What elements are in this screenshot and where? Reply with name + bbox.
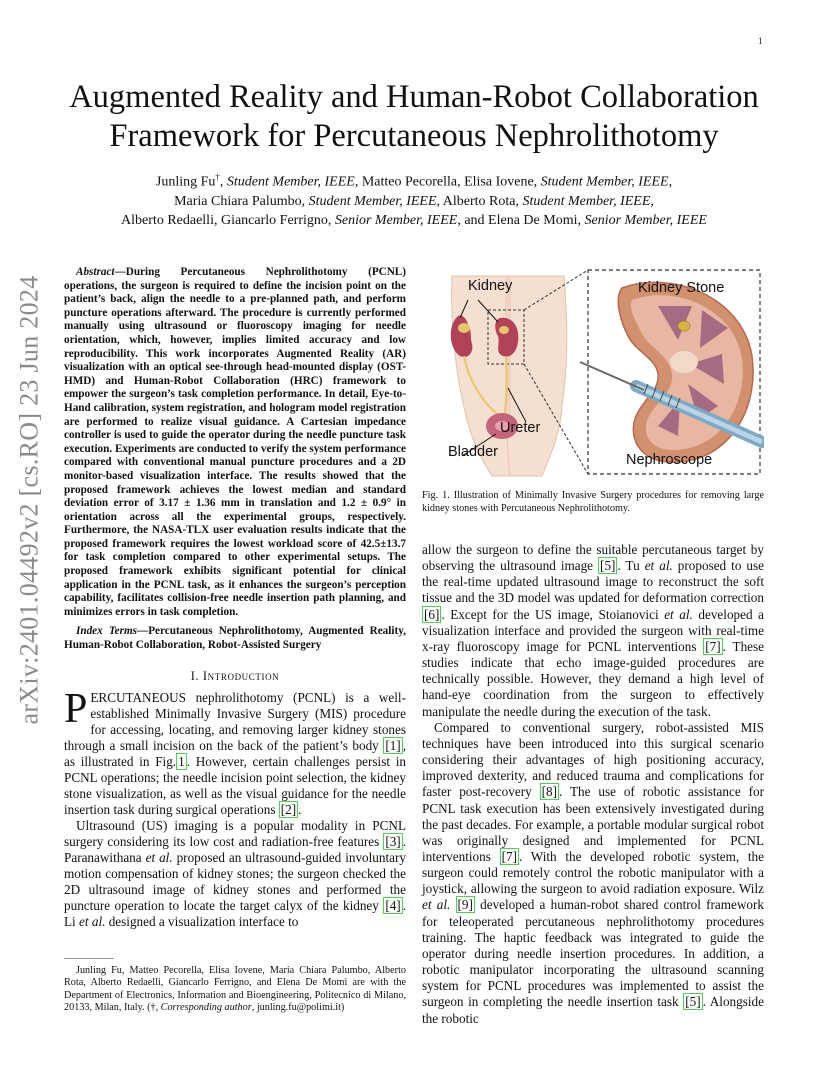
arxiv-id: arXiv:2401.04492v2 [cs.RO] 23 Jun 2024 xyxy=(15,275,45,725)
title-line-2: Framework for Percutaneous Nephrolithotomy xyxy=(109,118,719,154)
author-names: Matteo Pecorella, Elisa Iovene, xyxy=(358,174,541,190)
author-line-1 xyxy=(60,168,768,192)
right-column xyxy=(422,266,764,515)
index-terms xyxy=(64,625,406,652)
text-span: proposed an ultrasound-guided involuntary motion compensation of kidney stones; the surgeon checked the 2D ultrasound image of kidney stones and performed the puncture operation to locate the target calyx of the kidney xyxy=(64,850,406,914)
intro-paragraph-2 xyxy=(64,818,406,930)
right-paragraph-2 xyxy=(422,720,764,1027)
intro-caps: ERCUTANEOUS xyxy=(90,689,187,705)
text-span: nephrolithotomy (PCNL) is a well-established Minimally Invasive Surgery (MIS) procedure for accessing, locating, and removing larger kidney stones through a small incision on the back of the patient’s body xyxy=(64,689,406,753)
index-terms-label: Index Terms xyxy=(76,625,138,638)
member-status: Student Member, IEEE, xyxy=(226,174,359,190)
member-status: Student Member, IEEE xyxy=(308,193,437,209)
text-span: designed a visualization interface to xyxy=(105,914,299,930)
right-column-text xyxy=(422,542,764,1027)
citation-link[interactable]: [9] xyxy=(457,897,473,913)
citation-link[interactable]: [5] xyxy=(685,994,701,1010)
label-bladder: Bladder xyxy=(448,444,498,460)
abstract-label: Abstract xyxy=(76,266,115,278)
et-al: et al. xyxy=(422,897,451,913)
text-span: . The use of robotic assistance for PCNL task execution has been extensively investigated during the past decades. For example, a portable modular surgical robot was originally designed and implemented for PCNL interventions xyxy=(422,784,764,864)
author-name: , and Elena De Momi, xyxy=(457,212,585,228)
footnote-rule xyxy=(64,958,114,959)
paper-title xyxy=(60,78,768,156)
text-span: developed a human-robot shared control framework for teleoperated percutaneous nephrolithotomy procedures training. The haptic feedback was integrated to guide the operator during needle insertion procedures. In addition, a robotic manipulator incorporating the ultrasound scanning system for PCNL procedures was implemented to assist the surgeon in completing the needle insertion task xyxy=(422,897,764,1010)
text-span: , as illustrated in Fig. xyxy=(64,737,406,769)
title-line-1: Augmented Reality and Human-Robot Collaboration xyxy=(69,79,759,115)
author-name: , Alberto Rota, xyxy=(436,193,523,209)
author-names: Alberto Redaelli, Giancarlo Ferrigno, xyxy=(121,212,335,228)
section-heading xyxy=(64,669,406,684)
citation-link[interactable]: [6] xyxy=(424,606,440,622)
et-al: et al. xyxy=(145,850,173,866)
figure-link[interactable]: 1 xyxy=(178,753,185,769)
intro-paragraph-1 xyxy=(64,685,406,818)
member-status: Senior Member, IEEE xyxy=(584,212,707,228)
section-number: I. xyxy=(190,668,203,683)
author-line-3 xyxy=(60,211,768,230)
right-paragraph-1 xyxy=(422,542,764,720)
citation-link[interactable]: [7] xyxy=(501,848,517,864)
dagger-mark: † xyxy=(215,172,220,182)
left-column xyxy=(64,266,406,930)
citation-link[interactable]: [1] xyxy=(385,737,401,753)
citation-link[interactable]: [4] xyxy=(385,898,401,914)
et-al: et al. xyxy=(644,558,673,574)
text-span: . However, certain challenges persist in PCNL operations; the needle incision point selection, the kidney stone visualization, as well as the visual guidance for the needle insertion task during surgical operations xyxy=(64,753,406,817)
text-span: . Li xyxy=(64,898,406,930)
et-al: et al. xyxy=(664,606,693,622)
figure-caption: Fig. 1. Illustration of Minimally Invasive Surgery procedures for removing large kidney stones with Percutaneous Nephrolithotomy. xyxy=(422,490,764,514)
label-nephroscope: Nephroscope xyxy=(626,452,713,468)
text-span: . These studies indicate that echo image-guided procedures are technically possible. However, they demand a high level of hand-eye coordination from the surgeon to effectively manipulate the needle during the execution of the task. xyxy=(422,638,764,719)
abstract-text: —During Percutaneous Nephrolithotomy (PCNL) operations, the surgeon is required to define the incision point on the patient’s back, align the needle to a pre-planned path, and perform puncture operations afterward. The procedure is currently performed manually using ultrasound or fluoroscopy imaging for needle orientation, which, however, implies limited accuracy and low reproducibility. This work incorporates Augmented Reality (AR) visualization with an optical see-through head-mounted display (OST-HMD) and Human-Robot Collaboration (HRC) framework to empower the surgeon’s task completion performance. In detail, Eye-to-Hand calibration, system registration, and hologram model registration are performed to realize visual guidance. A Cartesian impedance controller is used to guide the operator during the needle puncture task execution. Experiments are conducted to verify the system performance compared with conventional manual puncture procedures and a 2D monitor-based visualization interface. The results showed that the proposed framework achieves the lowest median and standard deviation error of 3.17 ± 1.36 mm in translation and 1.2 ± 0.9° in orientation across all the experimental groups, respectively. Furthermore, the NASA-TLX user evaluation results indicate that the proposed framework requires the lowest workload score of 42.5±13.7 for task completion compared to other experimental setups. The proposed framework exhibits significant potential for clinical application in the PCNL task, as it enhances the surgeon’s perception capability, facilitates collision-free needle insertion path planning, and minimizes errors in task completion. xyxy=(64,266,406,618)
citation-link[interactable]: [8] xyxy=(541,784,557,800)
index-terms-text: —Percutaneous Nephrolithotomy, Augmented Reality, Human-Robot Collaboration, Robot-Assisted Surgery xyxy=(64,625,406,652)
section-title: Introduction xyxy=(202,668,280,683)
text-span: developed a visualization interface and provided the surgeon with real-time x-ray fluoroscopy image for PCNL interventions xyxy=(422,606,764,654)
text-span: . With the developed robotic system, the surgeon could remotely control the robotic manipulator with a joystick, allowing the surgeon to avoid radiation exposure. Wilz xyxy=(422,848,764,897)
text-span xyxy=(450,897,455,912)
author-name: Junling Fu xyxy=(155,174,216,190)
author-line-2 xyxy=(60,192,768,211)
page-number: 1 xyxy=(758,36,763,46)
separator: , xyxy=(650,193,654,209)
text-span: . Paranawithana xyxy=(64,834,406,866)
text-span: proposed to use the real-time updated ultrasound image to reconstruct the soft tissue and the 3D model was updated for deformation correction xyxy=(422,558,765,606)
member-status: Student Member, IEEE xyxy=(522,193,651,209)
text-span: Ultrasound (US) imaging is a popular modality in PCNL surgery considering its low cost and radiation-free features xyxy=(64,818,406,850)
drop-cap: P xyxy=(64,685,88,732)
text-span: . xyxy=(298,801,302,817)
citation-link[interactable]: [3] xyxy=(385,834,401,850)
footnote-italic: Corresponding author xyxy=(160,1002,252,1014)
author-list xyxy=(60,168,768,230)
text-span: allow the surgeon to define the suitable percutaneous target by observing the ultrasound image xyxy=(422,542,764,574)
footnote-text: Junling Fu, Matteo Pecorella, Elisa Iovene, Maria Chiara Palumbo, Alberto Rota, Alberto Redaelli, Giancarlo Ferrigno, and Elena De Momi are with the Department of Electronics, Information and Bioengineering, Politecnico di Milano, 20133, Milan, Italy. (†, xyxy=(64,965,406,1014)
text-span: . Except for the US image, Stoianovici xyxy=(441,606,665,622)
label-kidney-stone: Kidney Stone xyxy=(638,280,725,296)
text-span: . Tu xyxy=(617,558,645,574)
separator: , xyxy=(219,174,227,190)
et-al: et al. xyxy=(79,914,106,930)
member-status: Student Member, IEEE, xyxy=(540,174,673,190)
figure-1 xyxy=(422,266,764,482)
label-ureter: Ureter xyxy=(500,420,541,436)
label-kidney: Kidney xyxy=(468,278,513,294)
author-name: Maria Chiara Palumbo, xyxy=(174,193,309,209)
abstract xyxy=(64,266,406,619)
arxiv-watermark xyxy=(6,275,54,725)
member-status: Senior Member, IEEE xyxy=(334,212,458,228)
text-span: Compared to conventional surgery, robot-assisted MIS techniques have been introduced into this surgical scenario considering their advantages of high positioning accuracy, improved dexterity, and reduced trauma and complications for faster post-recovery xyxy=(422,719,764,800)
citation-link[interactable]: [7] xyxy=(705,638,721,654)
footnote xyxy=(64,965,406,1015)
citation-link[interactable]: [5] xyxy=(600,558,616,574)
footnote-end: , junling.fu@polimi.it) xyxy=(251,1002,345,1014)
text-span: . Alongside the robotic xyxy=(422,994,764,1026)
citation-link[interactable]: [2] xyxy=(280,801,297,817)
